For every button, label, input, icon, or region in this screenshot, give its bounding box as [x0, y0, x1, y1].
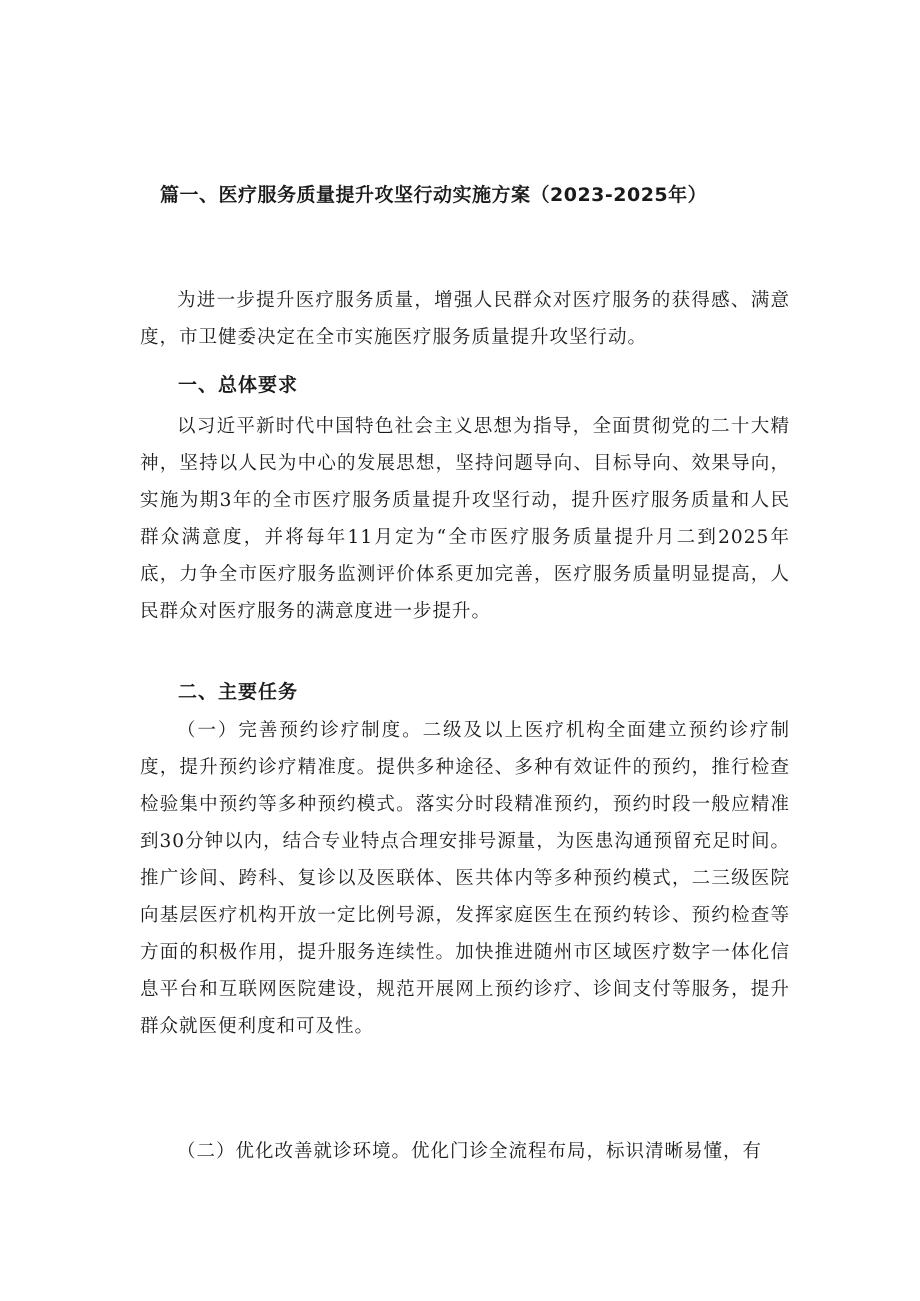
general-requirements-paragraph: 以习近平新时代中国特色社会主义思想为指导，全面贯彻党的二十大精神，坚持以人民为中心的发展思想，坚持问题导向、目标导向、效果导向，实施为期3年的全市医疗服务质量提升攻坚行动，提升医疗服务质量和人民群众满意度，并将每年11月定为“全市医疗服务质量提升月二到2025年底，力争全市医疗服务监测评价体系更加完善，医疗服务质量明显提高，人民群众对医疗服务的满意度进一步提升。 — [140, 416, 790, 622]
task-1-paragraph: （一）完善预约诊疗制度。二级及以上医疗机构全面建立预约诊疗制度，提升预约诊疗精准度。提供多种途径、多种有效证件的预约，推行检查检验集中预约等多种预约模式。落实分时段精准预约，预约时段一般应精准到30分钟以内，结合专业特点合理安排号源量，为医患沟通预留充足时间。推广诊间、跨科、复诊以及医联体、医共体内等多种预约模式，二三级医院向基层医疗机构开放一定比例号源，发挥家庭医生在预约转诊、预约检查等方面的积极作用，提升服务连续性。加快推进随州市区域医疗数字一体化信息平台和互联网医院建设，规范开展网上预约诊疗、诊间支付等服务，提升群众就医便利度和可及性。 — [140, 720, 790, 1037]
document-title: 篇一、医疗服务质量提升攻坚行动实施方案（2023-2025年） — [160, 184, 708, 206]
section-heading-general-requirements: 一、总体要求 — [178, 374, 299, 396]
section-heading-main-tasks: 二、主要任务 — [178, 681, 299, 703]
task-2-paragraph: （二）优化改善就诊环境。优化门诊全流程布局，标识清晰易懂，有 — [177, 1141, 763, 1162]
intro-paragraph: 为进一步提升医疗服务质量，增强人民群众对医疗服务的获得感、满意度，市卫健委决定在全市实施医疗服务质量提升攻坚行动。 — [140, 290, 790, 348]
